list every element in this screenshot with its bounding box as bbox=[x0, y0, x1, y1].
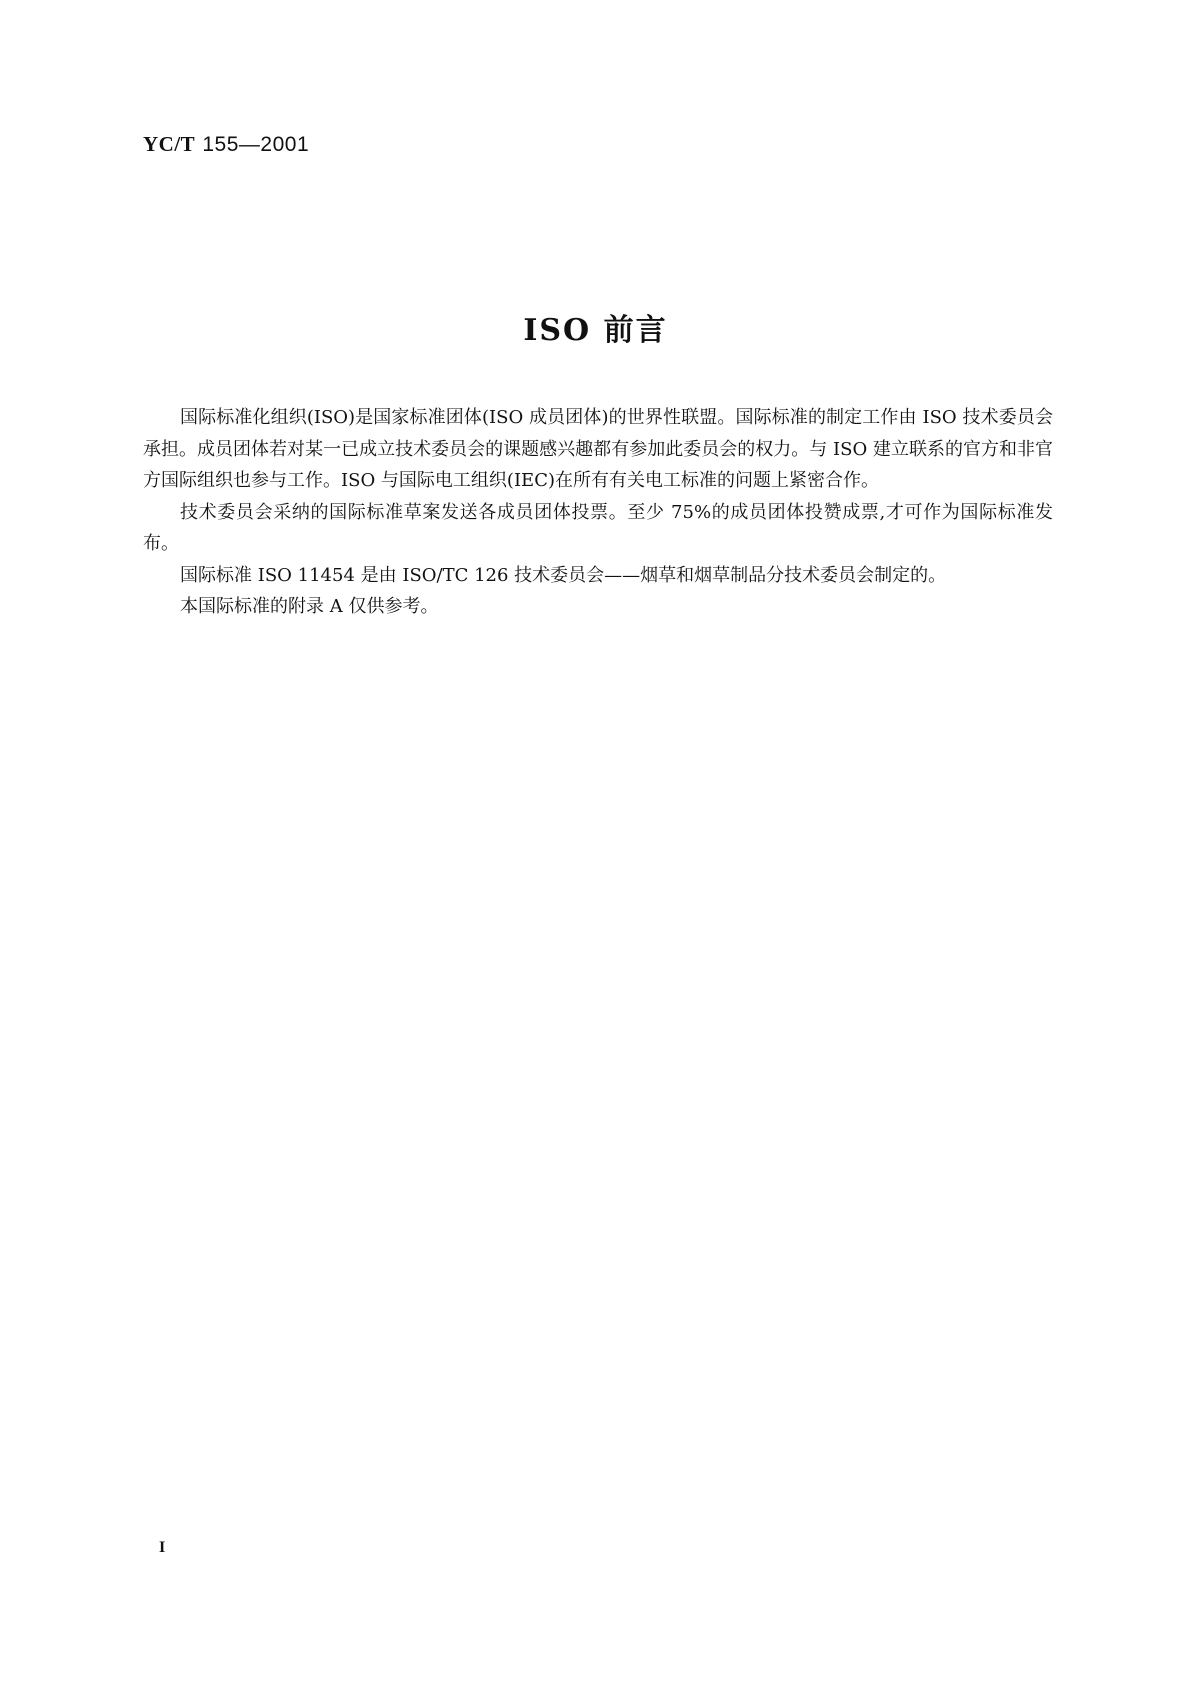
paragraph: 技术委员会采纳的国际标准草案发送各成员团体投票。至少 75%的成员团体投赞成票,才可作为国际标准发布。 bbox=[143, 501, 1053, 554]
page-number: I bbox=[159, 1539, 166, 1556]
paragraph: 国际标准化组织(ISO)是国家标准团体(ISO 成员团体)的世界性联盟。国际标准的制定工作由 ISO 技术委员会承担。成员团体若对某一已成立技术委员会的课题感兴趣都有参加此委员会的权力。与 ISO 建立联系的官方和非官方国际组织也参与工作。ISO 与国际电工组织(IEC)在所有有关电工标准的问题上紧密合作。 bbox=[143, 407, 1053, 491]
paragraph: 本国际标准的附录 A 仅供参考。 bbox=[180, 596, 439, 617]
page-title: ISO 前言 bbox=[523, 313, 668, 348]
paragraph: 国际标准 ISO 11454 是由 ISO/TC 126 技术委员会——烟草和烟草制品分技术委员会制定的。 bbox=[180, 564, 947, 586]
standard-header bbox=[143, 134, 309, 155]
foreword-body bbox=[143, 402, 1053, 623]
standard-number: 155—2001 bbox=[202, 133, 310, 156]
standard-code: YC/T bbox=[143, 132, 196, 156]
